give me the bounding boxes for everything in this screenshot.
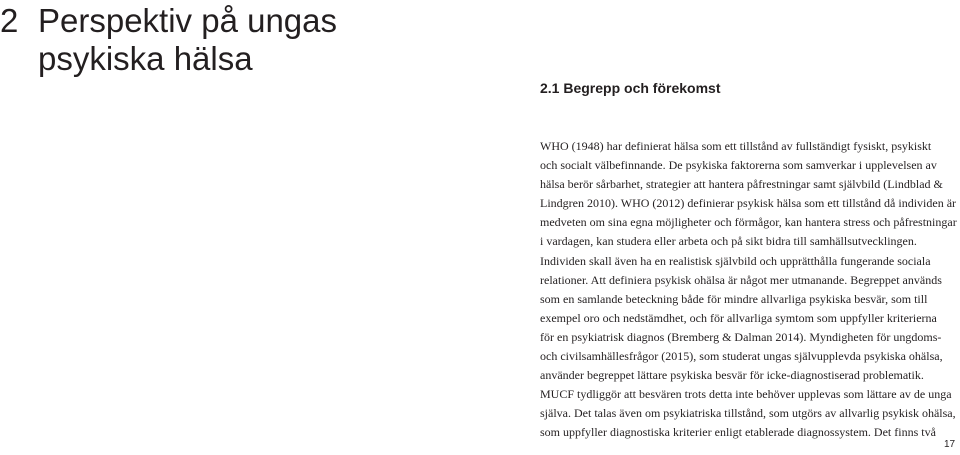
body-line: i vardagen, kan studera eller arbeta och på sikt bidra till samhällsutvecklingen. [540, 234, 917, 249]
body-line: som uppfyller diagnostiska kriterier enligt etablerade diagnossystem. Det finns två [540, 425, 936, 440]
body-line: och civilsamhällesfrågor (2015), som studerat ungas självupplevda psykiska ohälsa, [540, 349, 943, 364]
body-line: WHO (1948) har definierat hälsa som ett tillstånd av fullständigt fysiskt, psykiskt [540, 139, 932, 153]
body-line: MUCF tydliggör att besvären trots detta inte behöver upplevas som lättare av de unga [540, 387, 952, 402]
body-line: och socialt välbefinnande. De psykiska faktorerna som samverkar i upplevelsen av [540, 158, 937, 173]
body-line: för en psykiatrisk diagnos (Bremberg & Dalman 2014). Myndigheten för ungdoms- [540, 329, 942, 344]
chapter-heading [0, 2, 398, 78]
body-line: Lindgren 2010). WHO (2012) definierar psykisk hälsa som ett tillstånd då individen är [540, 196, 957, 211]
body-paragraph [540, 137, 960, 443]
body-line: som en samlande beteckning både för mindre allvarliga psykiska besvär, som till [540, 291, 928, 306]
body-line: medveten om sina egna möjligheter och förmågor, kan hantera stress och påfrestningar [540, 215, 957, 230]
body-line: använder begreppet lättare psykiska besvär för icke-diagnostiserad problematik. [540, 368, 924, 383]
body-line: hälsa berör sårbarhet, strategier att hantera påfrestningar samt självbild (Lindblad & [540, 177, 943, 192]
body-line: Individen skall även ha en realistisk självbild och upprätthålla fungerande sociala [540, 253, 931, 268]
section-title: 2.1 Begrepp och förekomst [540, 80, 721, 96]
body-line: själva. Det talas även om psykiatriska tillstånd, som utgörs av allvarlig psykisk ohälsa, [540, 406, 956, 421]
chapter-number: 2 [0, 2, 19, 39]
body-line: relationer. Att definiera psykisk ohälsa är något mer utmanande. Begreppet används [540, 272, 942, 287]
chapter-title: Perspektiv på ungas psykiska hälsa [38, 2, 338, 77]
body-line: exempel oro och nedstämdhet, och för allvarliga symtom som uppfyller kriterierna [540, 310, 937, 325]
page-number: 17 [944, 439, 956, 450]
